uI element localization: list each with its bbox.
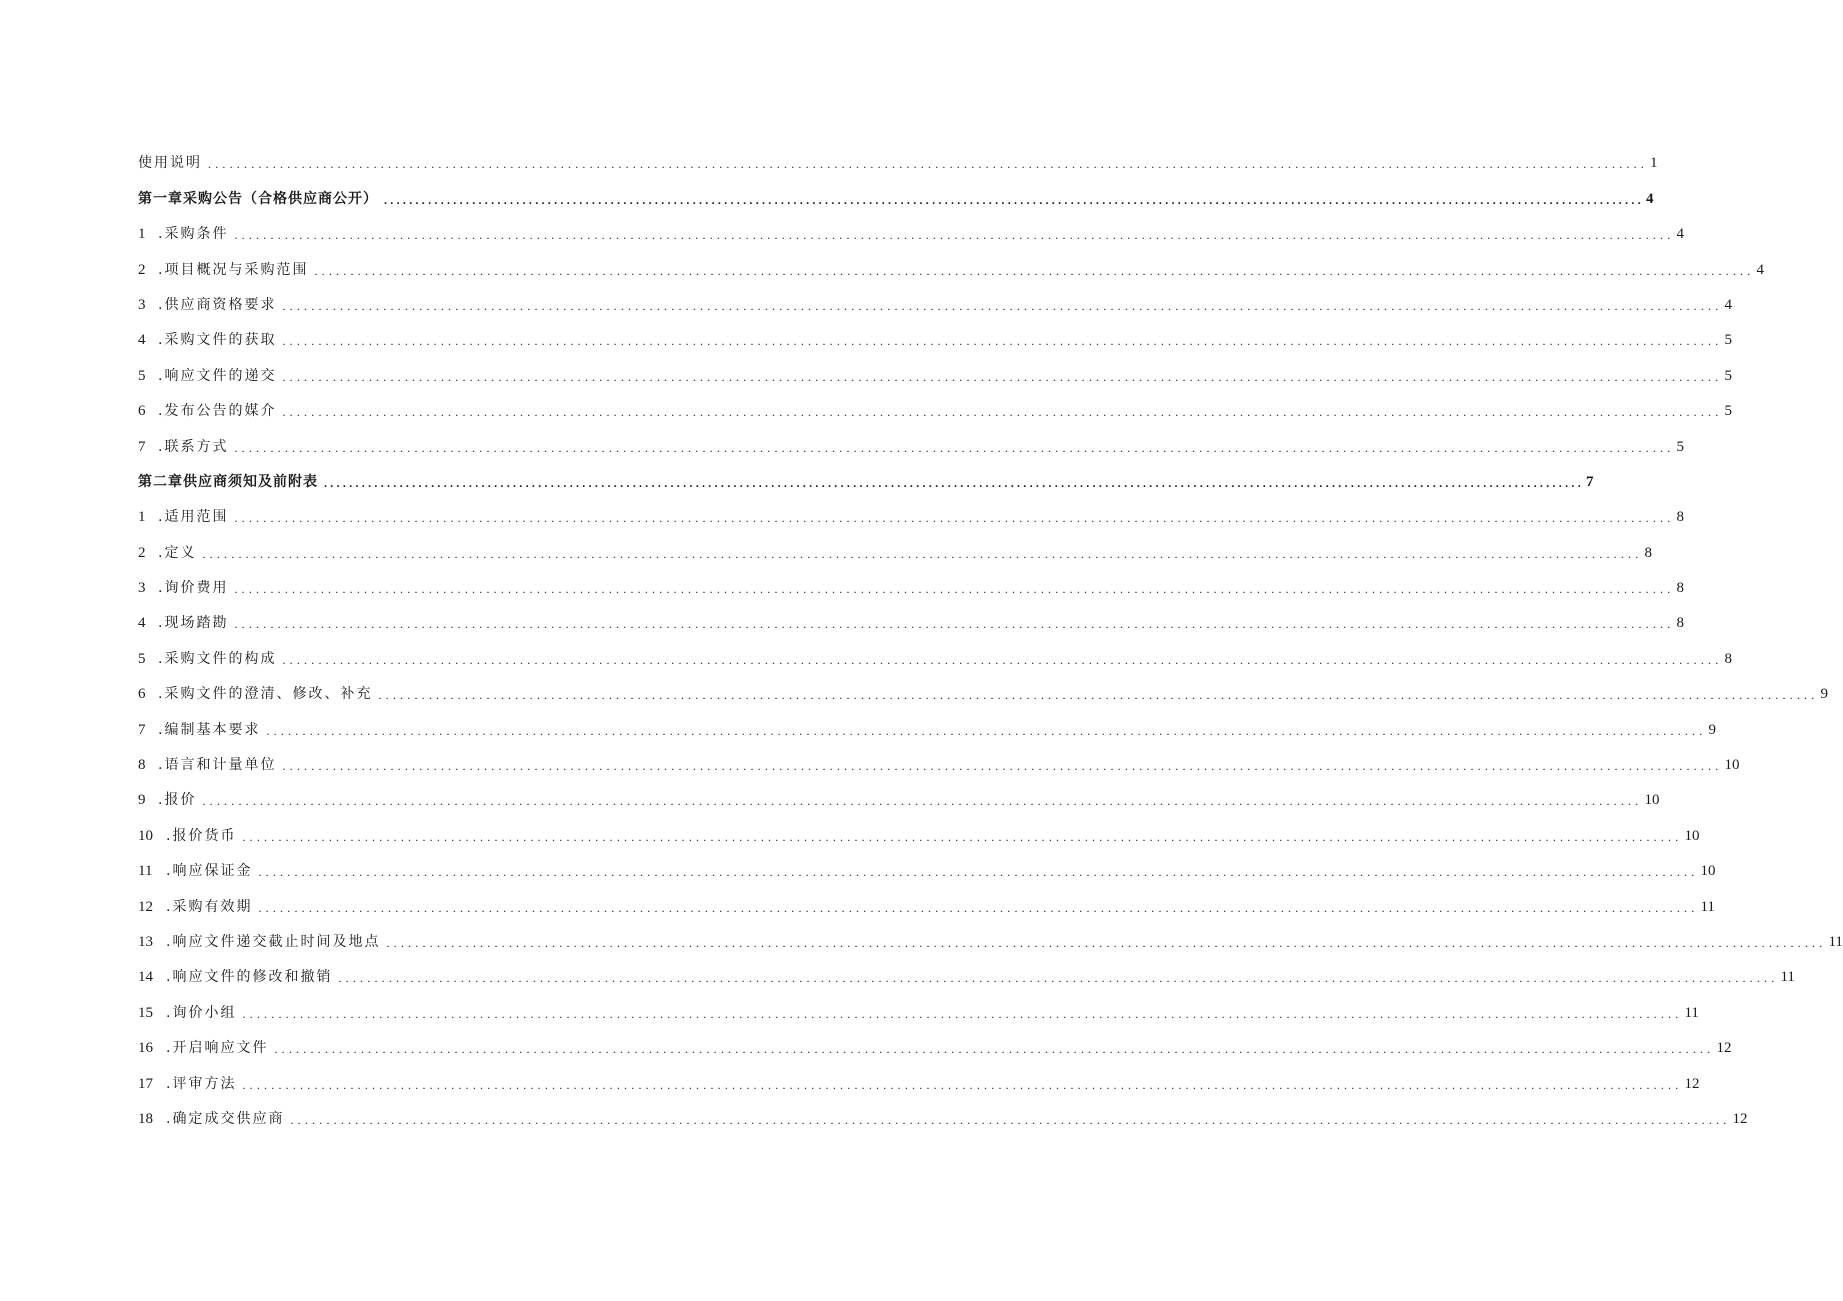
toc-dot-leader: ........................................................................................................................................................................................................ — [258, 900, 1699, 915]
toc-dot-leader: ........................................................................................................................................................................................................ — [290, 1112, 1731, 1127]
toc-entry-number: 3 — [138, 580, 146, 597]
toc-entry[interactable] — [138, 986, 1699, 1021]
toc-page-number: 5 — [1724, 403, 1732, 420]
toc-entry[interactable] — [138, 491, 1684, 526]
toc-entry[interactable] — [138, 668, 1828, 703]
toc-entry-title: .响应文件递交截止时间及地点 — [166, 933, 381, 950]
toc-page-number: 11 — [1780, 969, 1795, 986]
toc-entry-number: 6 — [138, 403, 146, 420]
toc-entry[interactable] — [138, 420, 1684, 455]
toc-dot-leader: ........................................................................................................................................................................................................ — [314, 263, 1755, 278]
toc-entry-title: .评审方法 — [166, 1075, 237, 1092]
toc-entry[interactable] — [138, 632, 1732, 667]
toc-dot-leader: ........................................................................................................................................................................................................ — [202, 794, 1643, 809]
toc-entry-title: .项目概况与采购范围 — [158, 261, 309, 278]
toc-entry-number: 11 — [138, 863, 153, 880]
toc-entry-title: 第二章供应商须知及前附表 — [138, 473, 318, 490]
table-of-contents — [138, 137, 1843, 1128]
toc-entry-number: 9 — [138, 792, 146, 809]
toc-entry[interactable] — [138, 243, 1764, 278]
toc-entry-number: 6 — [138, 686, 146, 703]
toc-entry-title: .适用范围 — [158, 509, 229, 526]
toc-page-number: 7 — [1586, 473, 1594, 490]
toc-page-number: 5 — [1724, 367, 1732, 384]
toc-entry-title: .采购条件 — [158, 226, 229, 243]
toc-entry-title: .询价费用 — [158, 580, 229, 597]
toc-page-number: 12 — [1684, 1075, 1700, 1092]
toc-entry[interactable] — [138, 880, 1715, 915]
toc-entry-number: 7 — [138, 721, 146, 738]
toc-entry-title: .联系方式 — [158, 438, 229, 455]
toc-entry-title: .采购文件的获取 — [158, 332, 277, 349]
toc-dot-leader: ........................................................................................................................................................................................................ — [242, 829, 1683, 844]
toc-dot-leader: ........................................................................................................................................................................................................ — [258, 865, 1699, 880]
toc-entry-title: .询价小组 — [166, 1004, 237, 1021]
toc-page-number: 1 — [1650, 155, 1658, 172]
toc-dot-leader: ........................................................................................................................................................................................................ — [378, 688, 1819, 703]
toc-page-number: 11 — [1700, 898, 1715, 915]
toc-entry-title: .响应文件的修改和撤销 — [166, 969, 333, 986]
toc-page-number: 10 — [1684, 827, 1700, 844]
toc-page-number: 5 — [1676, 438, 1684, 455]
toc-entry[interactable] — [138, 1022, 1732, 1057]
toc-entry-number: 10 — [138, 827, 153, 844]
toc-page-number: 12 — [1716, 1040, 1732, 1057]
toc-page-number: 11 — [1684, 1004, 1699, 1021]
toc-entry[interactable] — [138, 1057, 1700, 1092]
toc-dot-leader: ........................................................................................................................................................................................................ — [338, 971, 1779, 986]
toc-entry-title: .供应商资格要求 — [158, 296, 277, 313]
toc-dot-leader: ........................................................................................................................................................................................................ — [282, 298, 1723, 313]
toc-entry-title: .现场踏勘 — [158, 615, 229, 632]
toc-entry-number: 5 — [138, 367, 146, 384]
toc-entry-number: 1 — [138, 509, 146, 526]
toc-entry-number: 12 — [138, 898, 153, 915]
toc-entry[interactable] — [138, 562, 1684, 597]
toc-entry[interactable] — [138, 703, 1716, 738]
toc-entry-number: 2 — [138, 544, 146, 561]
toc-page-number: 10 — [1700, 863, 1716, 880]
toc-entry-number: 13 — [138, 933, 153, 950]
toc-page-number: 5 — [1724, 332, 1732, 349]
toc-entry-title: .响应文件的递交 — [158, 367, 277, 384]
toc-dot-leader: ........................................................................................................................................................................................................ — [282, 369, 1723, 384]
toc-dot-leader: ........................................................................................................................................................................................................ — [386, 935, 1827, 950]
toc-entry-number: 4 — [138, 332, 146, 349]
toc-page-number: 8 — [1644, 544, 1652, 561]
toc-page-number: 8 — [1724, 650, 1732, 667]
toc-entry-title: .开启响应文件 — [166, 1040, 269, 1057]
toc-dot-leader: ........................................................................................................................................................................................................ — [324, 475, 1584, 490]
toc-entry-number: 4 — [138, 615, 146, 632]
toc-entry[interactable] — [138, 526, 1652, 561]
toc-entry-title: .采购文件的构成 — [158, 650, 277, 667]
toc-entry-number: 7 — [138, 438, 146, 455]
toc-dot-leader: ........................................................................................................................................................................................................ — [202, 546, 1643, 561]
toc-dot-leader: ........................................................................................................................................................................................................ — [242, 1006, 1683, 1021]
toc-entry-title: .报价 — [158, 792, 197, 809]
toc-entry[interactable] — [138, 597, 1684, 632]
toc-entry[interactable] — [138, 137, 1658, 172]
toc-entry-title: .编制基本要求 — [158, 721, 261, 738]
toc-entry[interactable] — [138, 951, 1795, 986]
toc-entry-title: .报价货币 — [166, 827, 237, 844]
toc-page-number: 10 — [1724, 757, 1740, 774]
toc-page-number: 9 — [1708, 721, 1716, 738]
toc-entry[interactable] — [138, 279, 1732, 314]
toc-page-number: 4 — [1724, 296, 1732, 313]
toc-entry-title: 第一章采购公告（合格供应商公开） — [138, 190, 378, 207]
toc-page-number: 4 — [1756, 261, 1764, 278]
toc-page-number: 8 — [1676, 509, 1684, 526]
toc-dot-leader: ........................................................................................................................................................................................................ — [282, 759, 1723, 774]
toc-entry-title: .确定成交供应商 — [166, 1110, 285, 1127]
toc-entry-number: 2 — [138, 261, 146, 278]
toc-page-number: 12 — [1732, 1110, 1748, 1127]
toc-entry[interactable] — [138, 1093, 1748, 1128]
toc-entry-title: .采购文件的澄清、修改、补充 — [158, 686, 373, 703]
toc-entry-title: .采购有效期 — [166, 898, 253, 915]
toc-entry-number: 17 — [138, 1075, 153, 1092]
toc-page-number: 8 — [1676, 580, 1684, 597]
toc-dot-leader: ........................................................................................................................................................................................................ — [234, 511, 1675, 526]
toc-dot-leader: ........................................................................................................................................................................................................ — [282, 405, 1723, 420]
toc-dot-leader: ........................................................................................................................................................................................................ — [208, 157, 1648, 172]
toc-dot-leader: ........................................................................................................................................................................................................ — [242, 1077, 1683, 1092]
toc-entry-number: 1 — [138, 226, 146, 243]
toc-dot-leader: ........................................................................................................................................................................................................ — [384, 192, 1644, 207]
toc-entry-number: 16 — [138, 1040, 153, 1057]
toc-dot-leader: ........................................................................................................................................................................................................ — [234, 228, 1675, 243]
toc-entry-number: 5 — [138, 650, 146, 667]
toc-entry[interactable] — [138, 916, 1843, 951]
toc-dot-leader: ........................................................................................................................................................................................................ — [282, 334, 1723, 349]
toc-entry[interactable] — [138, 739, 1740, 774]
toc-dot-leader: ........................................................................................................................................................................................................ — [274, 1042, 1715, 1057]
toc-chapter-entry[interactable] — [138, 456, 1594, 491]
toc-entry-number: 3 — [138, 296, 146, 313]
toc-entry[interactable] — [138, 349, 1732, 384]
toc-entry-number: 14 — [138, 969, 153, 986]
toc-entry-title: .响应保证金 — [166, 863, 253, 880]
toc-page-number: 4 — [1676, 226, 1684, 243]
toc-page-number: 4 — [1646, 190, 1654, 207]
toc-page-number: 10 — [1644, 792, 1660, 809]
toc-page-number: 9 — [1820, 686, 1828, 703]
toc-entry[interactable] — [138, 774, 1660, 809]
toc-dot-leader: ........................................................................................................................................................................................................ — [234, 582, 1675, 597]
toc-dot-leader: ........................................................................................................................................................................................................ — [266, 723, 1707, 738]
toc-entry-title: .定义 — [158, 544, 197, 561]
toc-entry[interactable] — [138, 845, 1716, 880]
toc-page-number: 11 — [1828, 933, 1843, 950]
toc-dot-leader: ........................................................................................................................................................................................................ — [234, 440, 1675, 455]
toc-entry-title: .语言和计量单位 — [158, 757, 277, 774]
toc-page-number: 8 — [1676, 615, 1684, 632]
toc-entry-title: 使用说明 — [138, 155, 202, 172]
toc-entry-title: .发布公告的媒介 — [158, 403, 277, 420]
toc-dot-leader: ........................................................................................................................................................................................................ — [282, 652, 1723, 667]
toc-entry[interactable] — [138, 385, 1732, 420]
toc-entry[interactable] — [138, 314, 1732, 349]
toc-entry[interactable] — [138, 208, 1684, 243]
toc-entry[interactable] — [138, 809, 1700, 844]
toc-dot-leader: ........................................................................................................................................................................................................ — [234, 617, 1675, 632]
toc-entry-number: 18 — [138, 1110, 153, 1127]
toc-entry-number: 15 — [138, 1004, 153, 1021]
toc-chapter-entry[interactable] — [138, 172, 1654, 207]
toc-entry-number: 8 — [138, 757, 146, 774]
